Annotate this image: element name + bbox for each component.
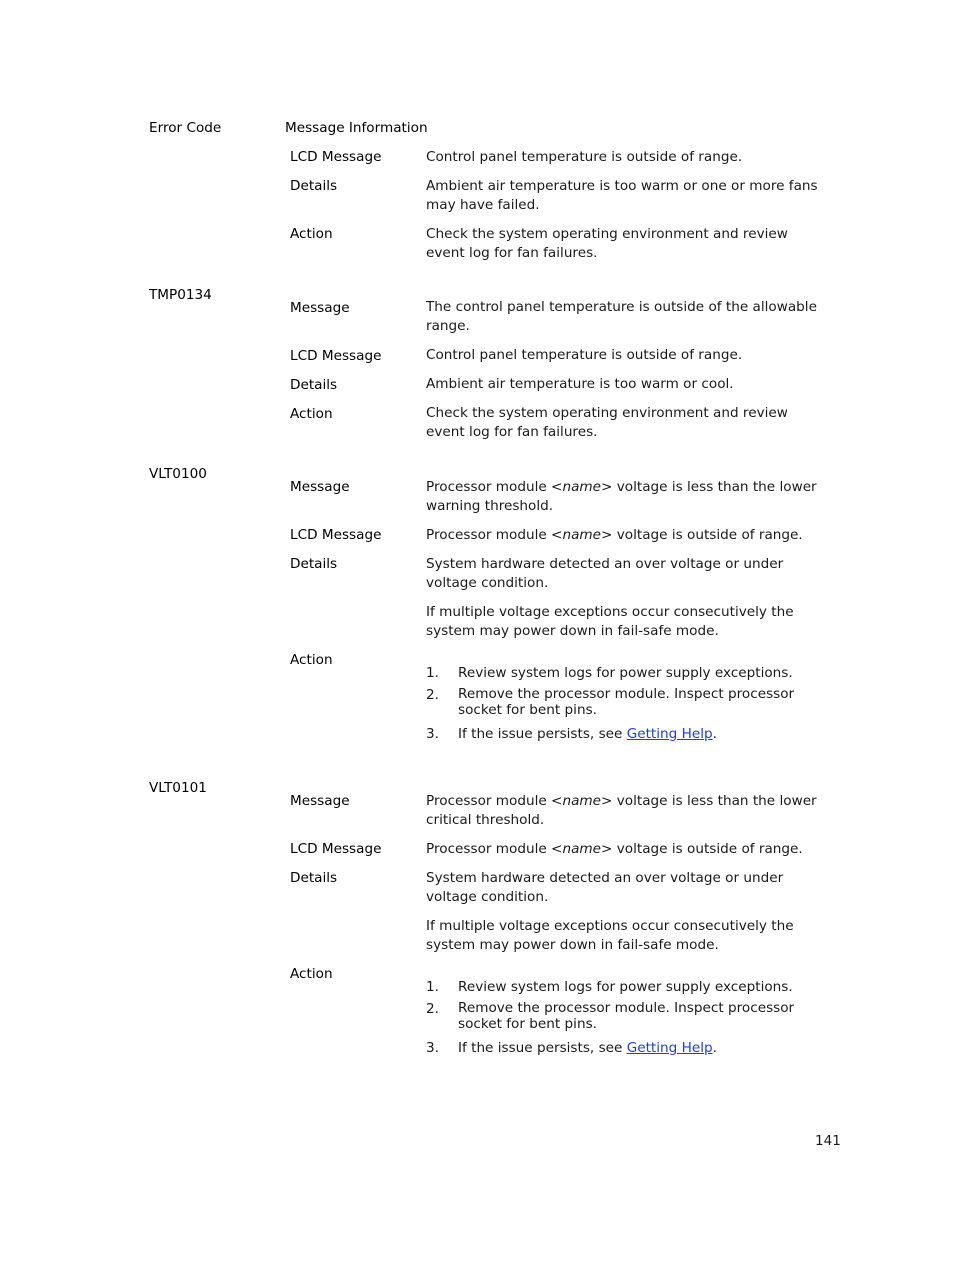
tmp0134-lcd-label: LCD Message bbox=[290, 348, 382, 364]
vlt0101-action-label: Action bbox=[290, 966, 333, 982]
list-number: 2. bbox=[426, 1001, 439, 1017]
tmp0134-message-label: Message bbox=[290, 300, 350, 316]
error-code-vlt0100: VLT0100 bbox=[149, 466, 207, 482]
vlt0100-step-3: If the issue persists, see Getting Help. bbox=[458, 726, 717, 742]
getting-help-link[interactable]: Getting Help bbox=[626, 1040, 713, 1056]
vlt0100-step-2: Remove the processor module. Inspect processor socket for bent pins. bbox=[458, 686, 795, 718]
vlt0101-step-2: Remove the processor module. Inspect processor socket for bent pins. bbox=[458, 1000, 795, 1032]
vlt0101-step-1: Review system logs for power supply exceptions. bbox=[458, 979, 793, 995]
name-placeholder: name bbox=[562, 793, 602, 809]
list-number: 3. bbox=[426, 726, 439, 742]
vlt0100-step-1: Review system logs for power supply exceptions. bbox=[458, 665, 793, 681]
header-error-code: Error Code bbox=[149, 120, 222, 136]
list-number: 1. bbox=[426, 979, 439, 995]
vlt0101-details-label: Details bbox=[290, 870, 338, 886]
list-number: 2. bbox=[426, 687, 439, 703]
list-number: 3. bbox=[426, 1040, 439, 1056]
tmp0134-action-label: Action bbox=[290, 406, 333, 422]
tmp0134-details-text: Ambient air temperature is too warm or cool. bbox=[426, 376, 734, 392]
vlt0100-action-label: Action bbox=[290, 652, 333, 668]
block0-action-label: Action bbox=[290, 226, 333, 242]
block0-action-text: Check the system operating environment and review event log for fan failures. bbox=[426, 226, 788, 261]
error-code-vlt0101: VLT0101 bbox=[149, 780, 207, 796]
name-placeholder: name bbox=[562, 841, 602, 857]
tmp0134-lcd-text: Control panel temperature is outside of range. bbox=[426, 347, 743, 363]
tmp0134-message-text: The control panel temperature is outside of the allowable range. bbox=[426, 299, 817, 334]
vlt0100-lcd-label: LCD Message bbox=[290, 527, 382, 543]
block0-lcd-label: LCD Message bbox=[290, 149, 382, 165]
vlt0101-message-text: Processor module <name> voltage is less than the lower critical threshold. bbox=[426, 793, 817, 828]
error-code-tmp0134: TMP0134 bbox=[149, 287, 212, 303]
vlt0101-lcd-label: LCD Message bbox=[290, 841, 382, 857]
vlt0100-details-text-2: If multiple voltage exceptions occur consecutively the system may power down in fail-safe mode. bbox=[426, 604, 794, 639]
vlt0101-lcd-text: Processor module <name> voltage is outside of range. bbox=[426, 841, 803, 857]
getting-help-link[interactable]: Getting Help bbox=[626, 726, 713, 742]
name-placeholder: name bbox=[562, 527, 602, 543]
vlt0100-message-label: Message bbox=[290, 479, 350, 495]
vlt0100-details-text-1: System hardware detected an over voltage or under voltage condition. bbox=[426, 556, 784, 591]
vlt0100-message-text: Processor module <name> voltage is less than the lower warning threshold. bbox=[426, 479, 817, 514]
header-message-information: Message Information bbox=[285, 120, 428, 136]
vlt0101-message-label: Message bbox=[290, 793, 350, 809]
block0-lcd-text: Control panel temperature is outside of range. bbox=[426, 149, 743, 165]
vlt0100-details-label: Details bbox=[290, 556, 338, 572]
tmp0134-action-text: Check the system operating environment and review event log for fan failures. bbox=[426, 405, 788, 440]
list-number: 1. bbox=[426, 665, 439, 681]
tmp0134-details-label: Details bbox=[290, 377, 338, 393]
vlt0101-details-text-2: If multiple voltage exceptions occur consecutively the system may power down in fail-safe mode. bbox=[426, 918, 794, 953]
block0-details-label: Details bbox=[290, 178, 338, 194]
vlt0100-lcd-text: Processor module <name> voltage is outside of range. bbox=[426, 527, 803, 543]
vlt0101-step-3: If the issue persists, see Getting Help. bbox=[458, 1040, 717, 1056]
page-number: 141 bbox=[815, 1133, 841, 1149]
name-placeholder: name bbox=[562, 479, 602, 495]
block0-details-text: Ambient air temperature is too warm or one or more fans may have failed. bbox=[426, 178, 818, 213]
vlt0101-details-text-1: System hardware detected an over voltage or under voltage condition. bbox=[426, 870, 784, 905]
